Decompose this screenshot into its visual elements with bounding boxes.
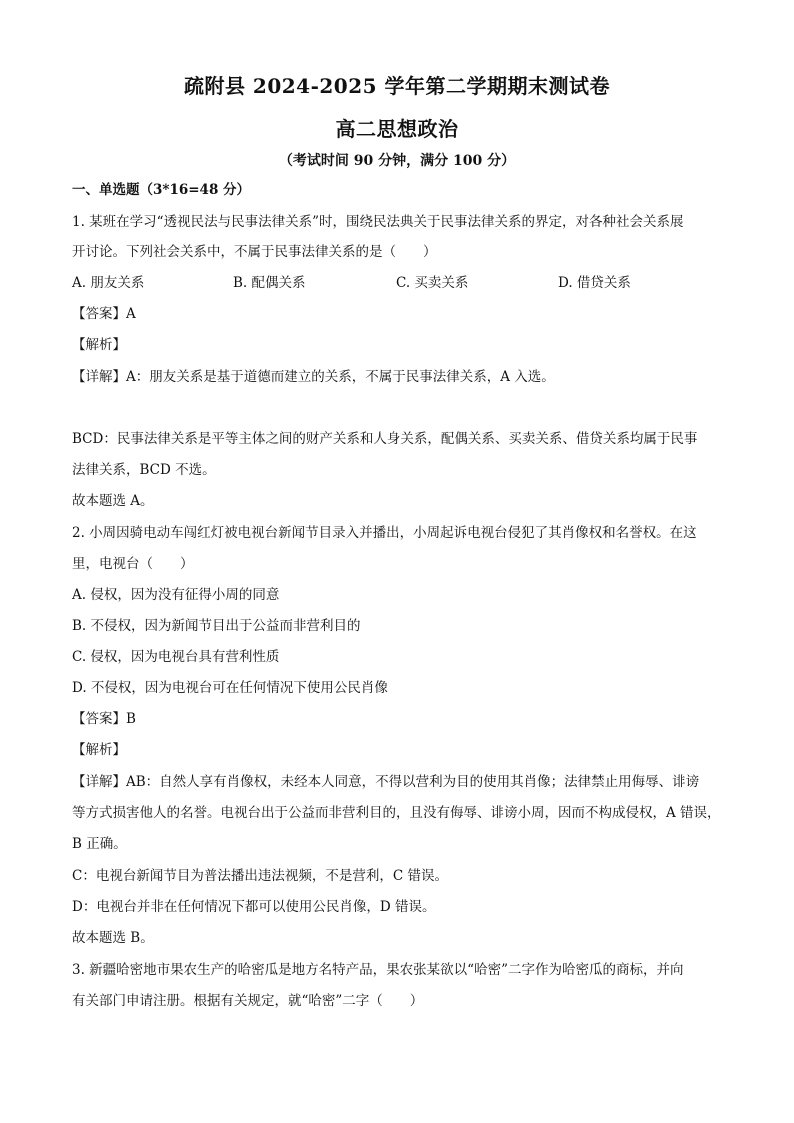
q2-stem-line1: 2. 小周因骑电动车闯红灯被电视台新闻节目录入并播出，小周起诉电视台侵犯了其肖像权和名誉权。在这: [72, 525, 697, 541]
q2-detail-line1: 【详解】AB：自然人享有肖像权，未经本人同意，不得以营利为目的使用其肖像；法律禁止用侮辱、诽谤: [72, 774, 700, 790]
q2-detail-line5: D：电视台并非在任何情况下都可以使用公民肖像，D 错误。: [72, 899, 436, 915]
q1-detail-line2: BCD：民事法律关系是平等主体之间的财产关系和人身关系，配偶关系、买卖关系、借贷关系均属于民事: [72, 431, 698, 447]
q1-answer: 【答案】A: [72, 306, 136, 322]
q2-stem-line2: 里，电视台（ ）: [72, 556, 194, 572]
q2-analysis-label: 【解析】: [72, 742, 126, 758]
q2-detail-line2: 等方式损害他人的名誉。电视台出于公益而非营利目的，且没有侮辱、诽谤小周，因而不构成侵权，A 错误，: [72, 805, 721, 821]
q1-option-d: D. 借贷关系: [558, 275, 631, 291]
q2-option-d: D. 不侵权，因为电视台可在任何情况下使用公民肖像: [72, 680, 388, 696]
q2-option-a: A. 侵权，因为没有征得小周的同意: [72, 587, 280, 603]
subject-title: 高二思想政治: [335, 117, 459, 141]
q1-stem-line1: 1. 某班在学习“透视民法与民事法律关系”时，围绕民法典关于民事法律关系的界定，对各种社会关系展: [72, 214, 684, 230]
q1-option-b: B. 配偶关系: [233, 275, 306, 291]
q2-option-b: B. 不侵权，因为新闻节目出于公益而非营利目的: [72, 618, 361, 634]
q1-detail-line1: 【详解】A：朋友关系是基于道德而建立的关系，不属于民事法律关系，A 入选。: [72, 369, 555, 385]
q1-analysis-label: 【解析】: [72, 337, 126, 353]
section-heading: 一、单选题（3*16=48 分）: [72, 182, 251, 198]
q3-stem-line2: 有关部门申请注册。根据有关规定，就“哈密”二字（ ）: [72, 993, 424, 1009]
q1-conclusion: 故本题选 A。: [72, 493, 154, 509]
q1-detail-line3: 法律关系，BCD 不选。: [72, 462, 216, 478]
q2-conclusion: 故本题选 B。: [72, 930, 154, 946]
q2-answer: 【答案】B: [72, 711, 136, 727]
exam-info: （考试时间 90 分钟，满分 100 分）: [278, 153, 516, 169]
q1-option-c: C. 买卖关系: [396, 275, 469, 291]
q2-option-c: C. 侵权，因为电视台具有营利性质: [72, 649, 280, 665]
exam-title: 疏附县 2024-2025 学年第二学期期末测试卷: [183, 74, 611, 98]
q2-detail-line4: C：电视台新闻节目为普法播出违法视频，不是营利，C 错误。: [72, 868, 448, 884]
q2-detail-line3: B 正确。: [72, 836, 127, 852]
q1-option-a: A. 朋友关系: [72, 275, 145, 291]
q1-stem-line2: 开讨论。下列社会关系中，不属于民事法律关系的是（ ）: [72, 244, 437, 260]
q3-stem-line1: 3. 新疆哈密地市果农生产的哈密瓜是地方名特产品，果农张某欲以“哈密”二字作为哈密瓜的商标，并向: [72, 962, 684, 978]
